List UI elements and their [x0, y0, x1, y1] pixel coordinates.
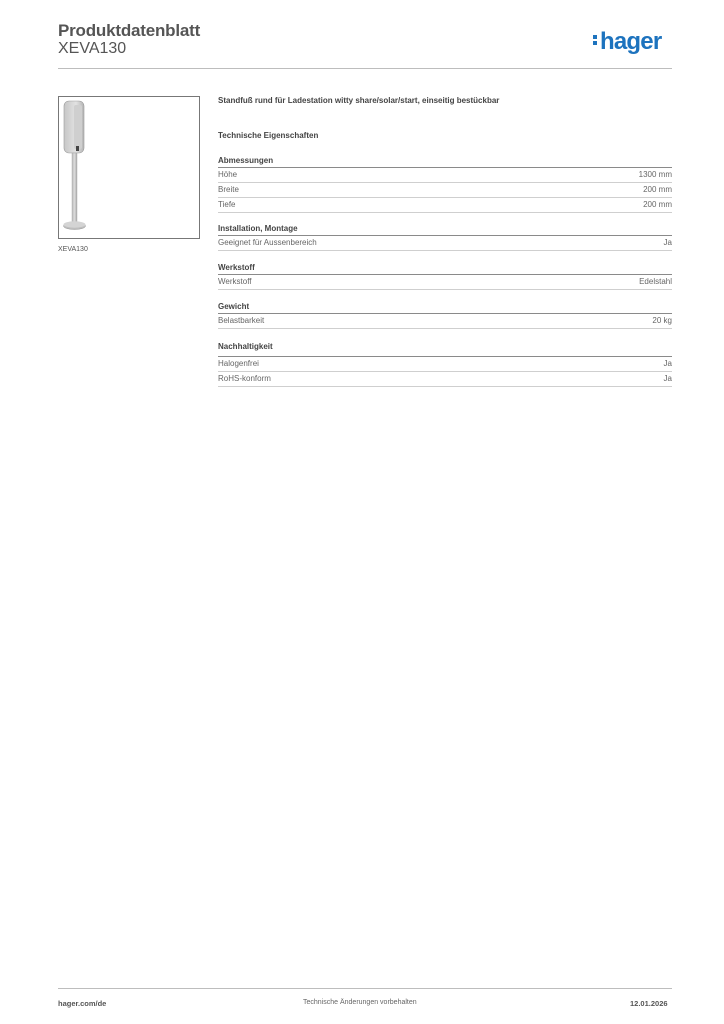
footer-divider: [58, 988, 672, 989]
row-value: Edelstahl: [639, 277, 672, 286]
charging-stand-icon: [59, 97, 199, 238]
hager-logo[interactable]: [593, 28, 661, 56]
row-value: 200 mm: [643, 185, 672, 194]
row-label: Halogenfrei: [218, 359, 259, 368]
row-value: 1300 mm: [638, 170, 672, 179]
image-caption: XEVA130: [58, 246, 88, 253]
logo-text: hager: [600, 28, 662, 55]
row-label: Breite: [218, 185, 239, 194]
product-image: [58, 96, 200, 239]
table-row: [218, 168, 672, 183]
table-row: [218, 183, 672, 198]
footer-date: 12.01.2026: [630, 999, 668, 1008]
section-weight: [218, 300, 672, 329]
table-row: [218, 198, 672, 213]
row-value: Ja: [663, 374, 672, 383]
row-value: 20 kg: [652, 316, 672, 325]
technical-properties-title: Technische Eigenschaften: [218, 131, 319, 140]
table-row: [218, 314, 672, 329]
row-label: Belastbarkeit: [218, 316, 265, 325]
table-row: [218, 357, 672, 372]
row-label: Geeignet für Aussenbereich: [218, 238, 317, 247]
section-sustainability: [218, 340, 672, 387]
article-number: XEVA130: [58, 40, 127, 57]
row-value: Ja: [663, 238, 672, 247]
logo-dots-icon: [593, 33, 597, 47]
section-title: Gewicht: [218, 300, 672, 314]
section-material: [218, 261, 672, 290]
row-label: RoHS-konform: [218, 374, 271, 383]
row-label: Werkstoff: [218, 277, 252, 286]
section-installation: [218, 222, 672, 251]
footer-website-link[interactable]: hager.com/de: [58, 999, 107, 1008]
table-row: [218, 372, 672, 387]
section-dimensions: [218, 154, 672, 213]
row-label: Tiefe: [218, 200, 236, 209]
row-label: Höhe: [218, 170, 238, 179]
footer-notice: Technische Änderungen vorbehalten: [303, 999, 417, 1006]
header-divider: [58, 68, 672, 69]
section-title: Abmessungen: [218, 154, 672, 168]
page-title: Produktdatenblatt: [58, 21, 201, 40]
row-value: Ja: [663, 359, 672, 368]
table-row: [218, 236, 672, 251]
row-value: 200 mm: [643, 200, 672, 209]
product-description: Standfuß rund für Ladestation witty share/solar/start, einseitig bestückbar: [218, 96, 500, 105]
section-title: Werkstoff: [218, 261, 672, 275]
table-row: [218, 275, 672, 290]
section-title: Installation, Montage: [218, 222, 672, 236]
section-title: Nachhaltigkeit: [218, 340, 672, 357]
